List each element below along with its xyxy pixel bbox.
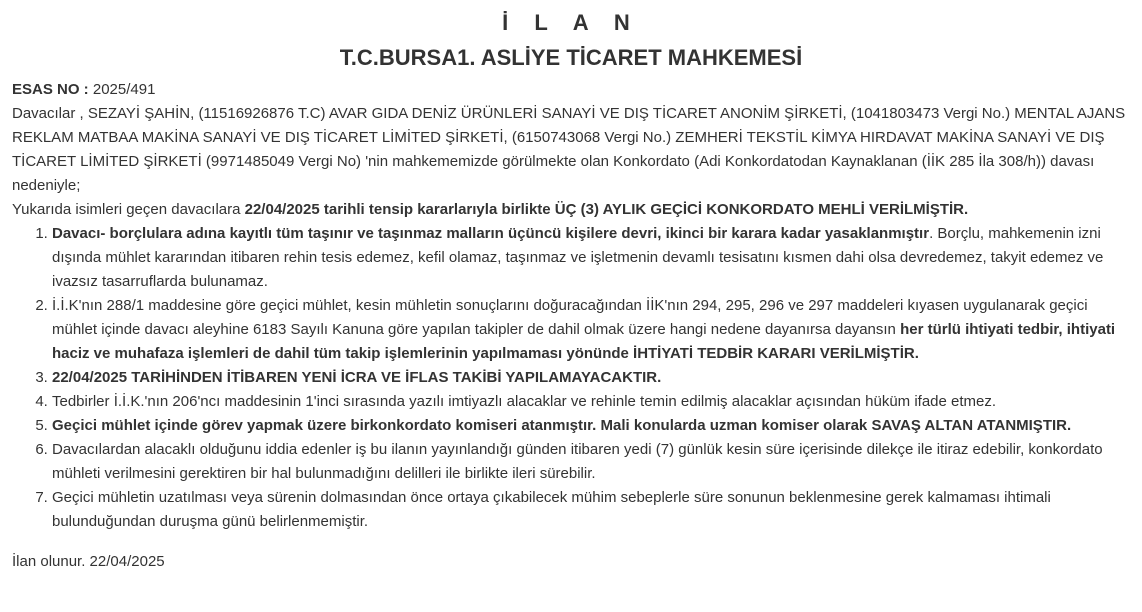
intro-paragraph: Davacılar , SEZAYİ ŞAHİN, (11516926876 T.C) AVAR GIDA DENİZ ÜRÜNLERİ SANAYİ VE DIŞ TİCARET ANONİM ŞİRKETİ, (1041803473 Vergi No.) MENTAL AJANS REKLAM MATBAA MAKİNA SANAYİ VE DIŞ TİCARET LİMİTED ŞİRKETİ, (6150743068 Vergi No.) ZEMHERİ TEKSTİL KİMYA HIRDAVAT MAKİNA SANAYİ VE DIŞ TİCARET LİMİTED ŞİRKETİ (9971485049 Vergi No) 'nin mahkememizde görülmekte olan Konkordato (Adi Konkordatodan Kaynaklanan (İİK 285 İla 308/h)) davası nedeniyle; xyxy=(12,105,1126,194)
decision-item xyxy=(52,366,1132,390)
decision-7-text: Geçici mühletin uzatılması veya sürenin dolmasından önce ortaya çıkabilecek mühim sebeplerle süre sonunun beklenmesine gerek kalmaması ihtimali bulunduğundan duruşma günü belirlenmemiştir. xyxy=(52,489,1051,530)
decision-item xyxy=(52,414,1132,438)
decision-6-text: Davacılardan alacaklı olduğunu iddia edenler iş bu ilanın yayınlandığı günden itibaren yedi (7) günlük kesin süre içerisinde dilekçe ile itiraz edebilir, konkordato mühleti verilmesini gerektiren bir hal bulunmadığını delilleri ile birlikte ileri sürebilir. xyxy=(52,441,1103,482)
decision-4-text: Tedbirler İ.İ.K.'nın 206'ncı maddesinin 1'inci sırasında yazılı imtiyazlı alacaklar ve rehinle temin edilmiş alacaklar açısından hüküm ifade etmez. xyxy=(52,393,997,410)
decision-1-bold: Davacı- borçlulara adına kayıtlı tüm taşınır ve taşınmaz malların üçüncü kişilere devri, ikinci bir karara kadar yasaklanmıştır xyxy=(52,225,930,242)
decision-item xyxy=(52,486,1132,534)
decision-2-text: İ.İ.K'nın 288/1 maddesine göre geçici mühlet, kesin mühletin sonuçlarını doğuracağından İİK'nın 294, 295, 296 ve 297 maddeleri kıyasen uygulanarak geçici mühlet içinde davacı aleyhine 6183 Sayılı Kanuna göre yapılan takipler de dahil olmak üzere hangi nedene dayanırsa dayansın xyxy=(52,297,1088,338)
summary-bold-text: 22/04/2025 tarihli tensip kararlarıyla birlikte ÜÇ (3) AYLIK GEÇİCİ KONKORDATO MEHLİ VERİLMİŞTİR. xyxy=(244,201,969,218)
decision-item xyxy=(52,438,1132,486)
case-number-value: 2025/491 xyxy=(92,81,156,98)
announcement-body xyxy=(12,78,1132,574)
decision-list xyxy=(12,222,1132,534)
decision-item xyxy=(52,222,1132,294)
decision-5-bold: Geçici mühlet içinde görev yapmak üzere birkonkordato komiseri atanmıştır. Mali konularda uzman komiser olarak SAVAŞ ALTAN ATANMIŞTIR. xyxy=(52,417,1072,434)
summary-text: Yukarıda isimleri geçen davacılara xyxy=(12,201,245,218)
court-name: T.C.BURSA1. ASLİYE TİCARET MAHKEMESİ xyxy=(339,45,803,70)
announcement-title: İ L A N xyxy=(502,10,640,35)
case-number-label: ESAS NO : xyxy=(12,81,89,98)
decision-1-text: . Borçlu, mahkemenin izni dışında mühlet kararından itibaren rehin tesis edemez, kefil olamaz, taşınmaz ve işletmenin devamlı tesisatını kısmen dahi olsa devredemez, takyit edemez ve ivazsız tasarruflarda bulunamaz. xyxy=(52,225,1104,290)
case-number xyxy=(12,78,1132,102)
decision-2-bold: her türlü ihtiyati tedbir, ihtiyati haciz ve muhafaza işlemleri de dahil tüm takip işlemlerinin yapılmaması yönünde İHTİYATİ TEDBİR KARARI VERİLMİŞTİR. xyxy=(52,321,1116,362)
decision-item xyxy=(52,294,1132,366)
announcement-footer: İlan olunur. 22/04/2025 xyxy=(12,553,165,570)
summary-paragraph xyxy=(12,198,1132,222)
decision-item xyxy=(52,390,1132,414)
decision-3-bold: 22/04/2025 TARİHİNDEN İTİBAREN YENİ İCRA VE İFLAS TAKİBİ YAPILAMAYACAKTIR. xyxy=(52,369,662,386)
